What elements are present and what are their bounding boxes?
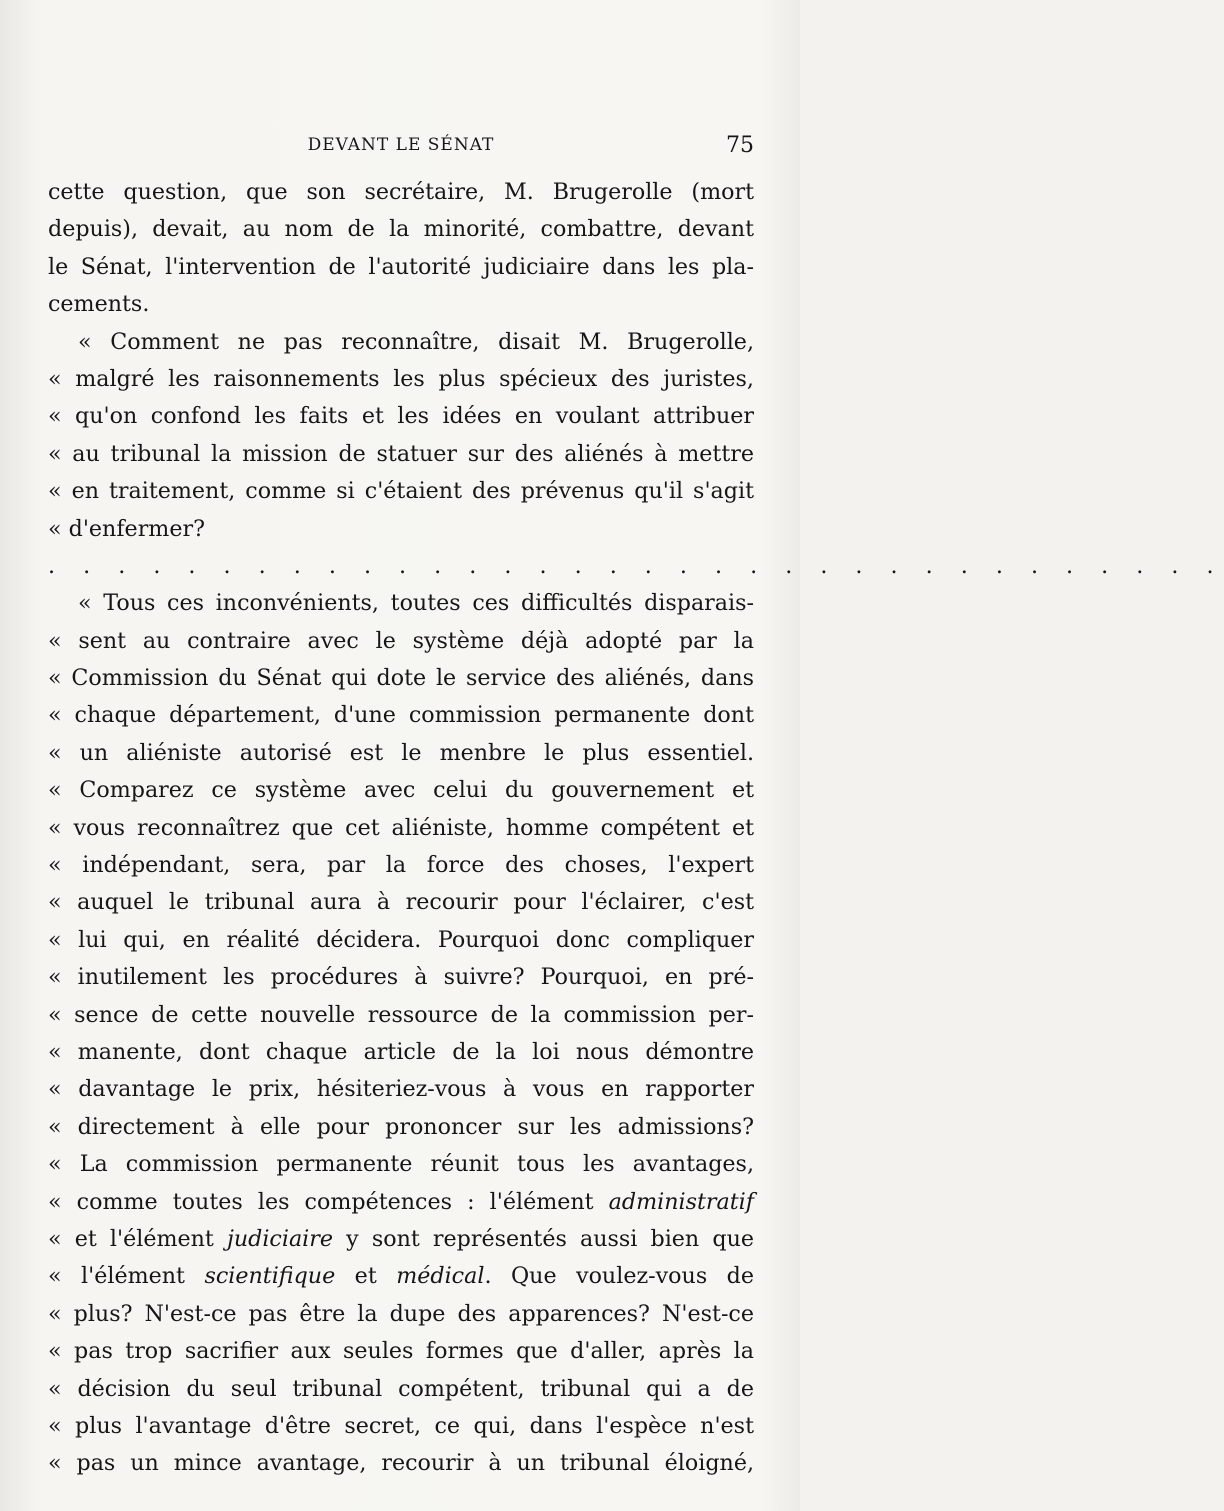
text-line: « lui qui, en réalité décidera. Pourquoi donc compliquer xyxy=(48,926,754,953)
text-line: « en traitement, comme si c'étaient des prévenus qu'il s'agit xyxy=(48,478,754,505)
text-line: « sent au contraire avec le système déjà adopté par la xyxy=(48,627,754,654)
text-line: « l'élément scientifique et médical. Que voulez-vous de xyxy=(48,1263,755,1290)
text-line: « Comment ne pas reconnaître, disait M. Brugerolle, xyxy=(78,328,754,355)
text-line: « pas un mince avantage, recourir à un tribunal éloigné, xyxy=(48,1450,754,1477)
text-line: « Tous ces inconvénients, toutes ces difficultés disparais- xyxy=(78,590,754,617)
page-number: 75 xyxy=(726,133,754,158)
ellipsis-line: . . . . . . . . . . . . . . . . . . . . . . . . . . . . . . . . . . xyxy=(48,552,1224,579)
text-line: « davantage le prix, hésiteriez-vous à vous en rapporter xyxy=(48,1076,754,1103)
text-line: « inutilement les procédures à suivre? Pourquoi, en pré- xyxy=(48,964,754,991)
text-line: le Sénat, l'intervention de l'autorité judiciaire dans les pla- xyxy=(48,253,754,280)
text-line: « directement à elle pour prononcer sur les admissions? xyxy=(48,1113,754,1140)
text-line: « sence de cette nouvelle ressource de la commission per- xyxy=(48,1001,754,1028)
text-line: « plus l'avantage d'être secret, ce qui, dans l'espèce n'est xyxy=(48,1412,754,1439)
text-line: « comme toutes les compétences : l'élément administratif xyxy=(48,1188,754,1215)
text-line: « indépendant, sera, par la force des choses, l'expert xyxy=(48,852,754,879)
text-line: « auquel le tribunal aura à recourir pour l'éclairer, c'est xyxy=(48,889,754,916)
body-text xyxy=(48,174,1224,1483)
text-line: « manente, dont chaque article de la loi nous démontre xyxy=(48,1038,754,1065)
text-line: « plus? N'est-ce pas être la dupe des apparences? N'est-ce xyxy=(48,1300,754,1327)
text-line: « décision du seul tribunal compétent, tribunal qui a de xyxy=(48,1375,754,1402)
text-line: « un aliéniste autorisé est le menbre le plus essentiel. xyxy=(48,739,754,766)
text-line: cements. xyxy=(48,291,150,318)
text-line: « d'enfermer? xyxy=(48,515,205,542)
text-line: « La commission permanente réunit tous les avantages, xyxy=(48,1151,754,1178)
text-line: « pas trop sacrifier aux seules formes que d'aller, après la xyxy=(48,1338,754,1365)
text-line: « malgré les raisonnements les plus spécieux des juristes, xyxy=(48,365,754,392)
text-line: « qu'on confond les faits et les idées en voulant attribuer xyxy=(48,403,754,430)
text-line: « vous reconnaîtrez que cet aliéniste, homme compétent et xyxy=(48,814,754,841)
running-title: DEVANT LE SÉNAT xyxy=(307,135,495,155)
text-line: « et l'élément judiciaire y sont représentés aussi bien que xyxy=(48,1225,754,1252)
running-head xyxy=(48,133,754,163)
text-line: « chaque département, d'une commission permanente dont xyxy=(48,702,754,729)
text-line: « Comparez ce système avec celui du gouvernement et xyxy=(48,777,754,804)
text-line: « Commission du Sénat qui dote le service des aliénés, dans xyxy=(48,665,754,692)
text-line: cette question, que son secrétaire, M. Brugerolle (mort xyxy=(48,179,754,205)
text-line: depuis), devait, au nom de la minorité, combattre, devant xyxy=(48,216,754,243)
text-line: « au tribunal la mission de statuer sur des aliénés à mettre xyxy=(48,440,754,467)
